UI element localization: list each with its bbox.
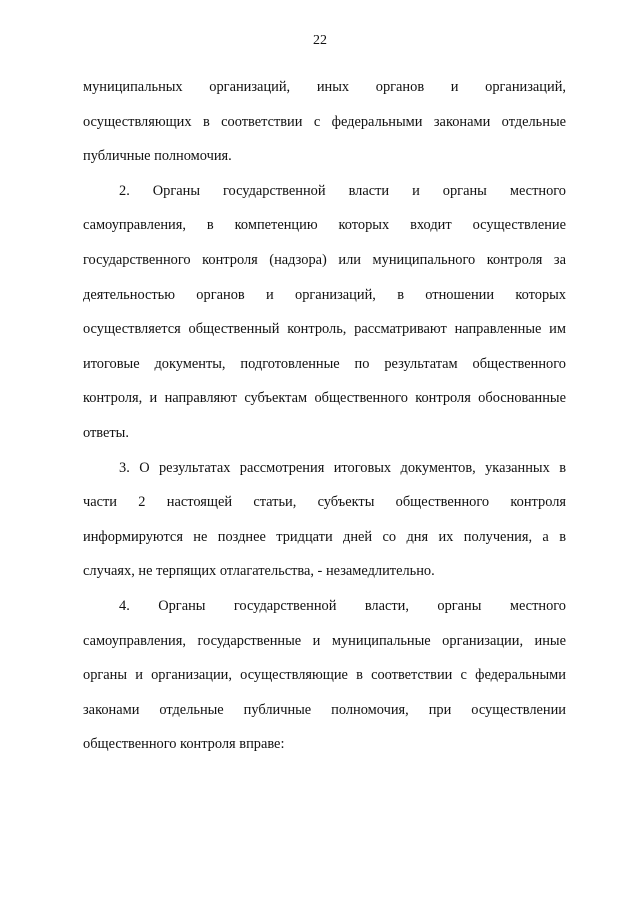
text-line: деятельностью органов и организаций, в отношении которых: [83, 286, 566, 303]
text-line: самоуправления, государственные и муниципальные организации, иные: [83, 632, 566, 649]
text-line: осуществляющих в соответствии с федеральными законами отдельные: [83, 113, 566, 130]
paragraph-2: [83, 174, 566, 451]
paragraph-3: [83, 451, 566, 589]
text-line: ответы.: [83, 424, 129, 441]
text-line: информируются не позднее тридцати дней со дня их получения, а в: [83, 528, 566, 545]
text-line: органы и организации, осуществляющие в соответствии с федеральными: [83, 667, 566, 684]
text-line: 4. Органы государственной власти, органы местного: [119, 597, 566, 614]
text-line: общественного контроля вправе:: [83, 736, 285, 753]
text-line: контроля, и направляют субъектам общественного контроля обоснованные: [83, 390, 566, 407]
text-line: 2. Органы государственной власти и органы местного: [119, 182, 566, 199]
paragraph-1: [83, 70, 566, 174]
text-line: муниципальных организаций, иных органов и организаций,: [83, 79, 566, 95]
text-line: итоговые документы, подготовленные по результатам общественного: [83, 355, 566, 372]
text-line: публичные полномочия.: [83, 148, 232, 165]
text-line: осуществляется общественный контроль, рассматривают направленные им: [83, 321, 566, 338]
text-line: случаях, не терпящих отлагательства, - незамедлительно.: [83, 563, 435, 580]
document-body: [83, 70, 566, 762]
page-number: 22: [313, 33, 327, 48]
text-line: законами отдельные публичные полномочия, при осуществлении: [83, 701, 566, 718]
text-line: части 2 настоящей статьи, субъекты общественного контроля: [83, 494, 566, 511]
text-line: государственного контроля (надзора) или муниципального контроля за: [83, 251, 566, 268]
paragraph-4: [83, 589, 566, 762]
text-line: 3. О результатах рассмотрения итоговых документов, указанных в: [119, 459, 566, 476]
text-line: самоуправления, в компетенцию которых входит осуществление: [83, 217, 566, 234]
